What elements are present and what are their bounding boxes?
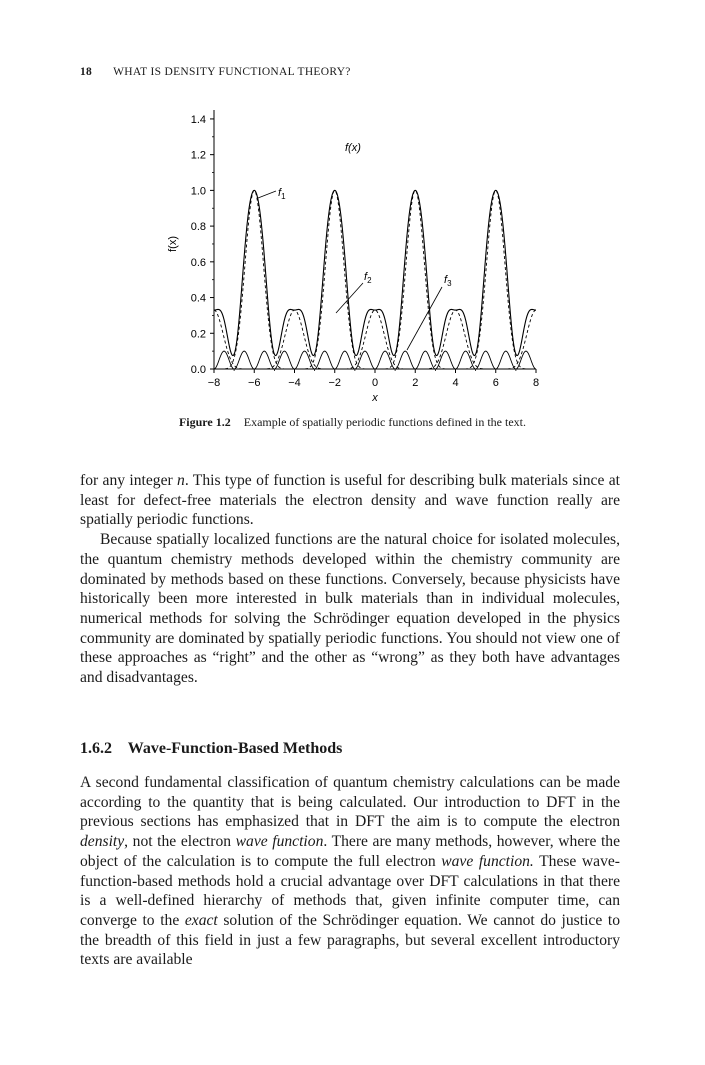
- x-tick-label: −8: [207, 377, 221, 389]
- y-tick-label: 1.2: [190, 149, 206, 162]
- annotation-f2: $f_2$: [364, 271, 372, 285]
- paragraph-2: Because spatially localized functions are the natural choice for isolated molecules, the quantum chemistry methods developed within the chemistry community are dominated by methods based on these functions. Conversely, because physicists have historically been more interested in bulk materials than in individual molecules, numerical methods for solving the Schrödinger equation developed in the physics community are dominated by spatially periodic functions. You should not view one of these approaches as “right” and the other as “wrong” as they both have advantages and disadvantages.: [80, 531, 620, 687]
- y-tick-label: 0.2: [190, 328, 206, 341]
- figure-caption: [0, 415, 705, 430]
- annotation-f3-leader: [407, 287, 442, 350]
- x-tick-label: 4: [452, 377, 459, 389]
- paragraph-1: for any integer n. This type of function is useful for describing bulk materials since at least for defect-free materials the electron density and wave function really are spatially periodic functions.: [80, 472, 620, 529]
- annotation-f1: $f_1$: [278, 187, 286, 201]
- y-axis-label: f(x): [167, 236, 179, 252]
- periodic-functions-chart: [0, 0, 705, 410]
- x-tick-label: −6: [247, 377, 261, 389]
- series-f1: [214, 190, 536, 369]
- paragraph-3: A second fundamental classification of quantum chemistry calculations can be made according to the quantity that is being calculated. Our introduction to DFT in the previous sections has emphasized that in DFT the aim is to compute the electron density, not the electron wave function. There are many methods, however, where the object of the calculation is to compute the full electron wave function. These wave-function-based methods hold a crucial advantage over DFT calculations in that there is a well-defined hierarchy of methods that, given infinite computer time, can converge to the exact solution of the Schrödinger equation. We cannot do justice to the breadth of this field in just a few paragraphs, but several excellent introductory texts are available: [80, 774, 621, 969]
- y-tick-label: 0.6: [190, 256, 206, 269]
- x-tick-label: 8: [532, 377, 540, 389]
- section-title: Wave-Function-Based Methods: [127, 740, 343, 757]
- section-heading: [80, 740, 342, 758]
- y-tick-label: 1.4: [190, 113, 206, 126]
- figure-caption-label: Figure 1.2: [178, 415, 231, 429]
- x-tick-label: 0: [371, 377, 379, 389]
- body-text-lower: [80, 773, 620, 970]
- body-text-upper: [80, 471, 620, 688]
- running-title: WHAT IS DENSITY FUNCTIONAL THEORY?: [113, 66, 351, 78]
- x-axis-label: x: [372, 392, 378, 404]
- x-tick-label: 2: [412, 377, 419, 389]
- y-tick-label: 0.4: [190, 292, 206, 305]
- x-tick-label: 6: [492, 377, 499, 389]
- y-tick-label: 0.0: [190, 364, 206, 376]
- chart-curves: [214, 190, 536, 369]
- y-tick-label: 1.0: [190, 185, 206, 198]
- x-tick-label: −4: [288, 377, 301, 389]
- figure-caption-text: Example of spatially periodic functions defined in the text.: [243, 415, 527, 429]
- section-number: 1.6.2: [80, 740, 112, 757]
- page-number: 18: [80, 66, 93, 78]
- series-f3: [214, 351, 536, 369]
- series-f-total: [214, 190, 536, 355]
- x-tick-label: −2: [328, 377, 342, 389]
- annotation-f-total: f(x): [345, 142, 361, 154]
- annotation-f3: $f_3$: [444, 274, 452, 288]
- y-tick-label: 0.8: [190, 221, 206, 234]
- chart-axes: [167, 110, 539, 404]
- annotation-f1-leader: [258, 191, 276, 198]
- series-f2: [214, 310, 536, 369]
